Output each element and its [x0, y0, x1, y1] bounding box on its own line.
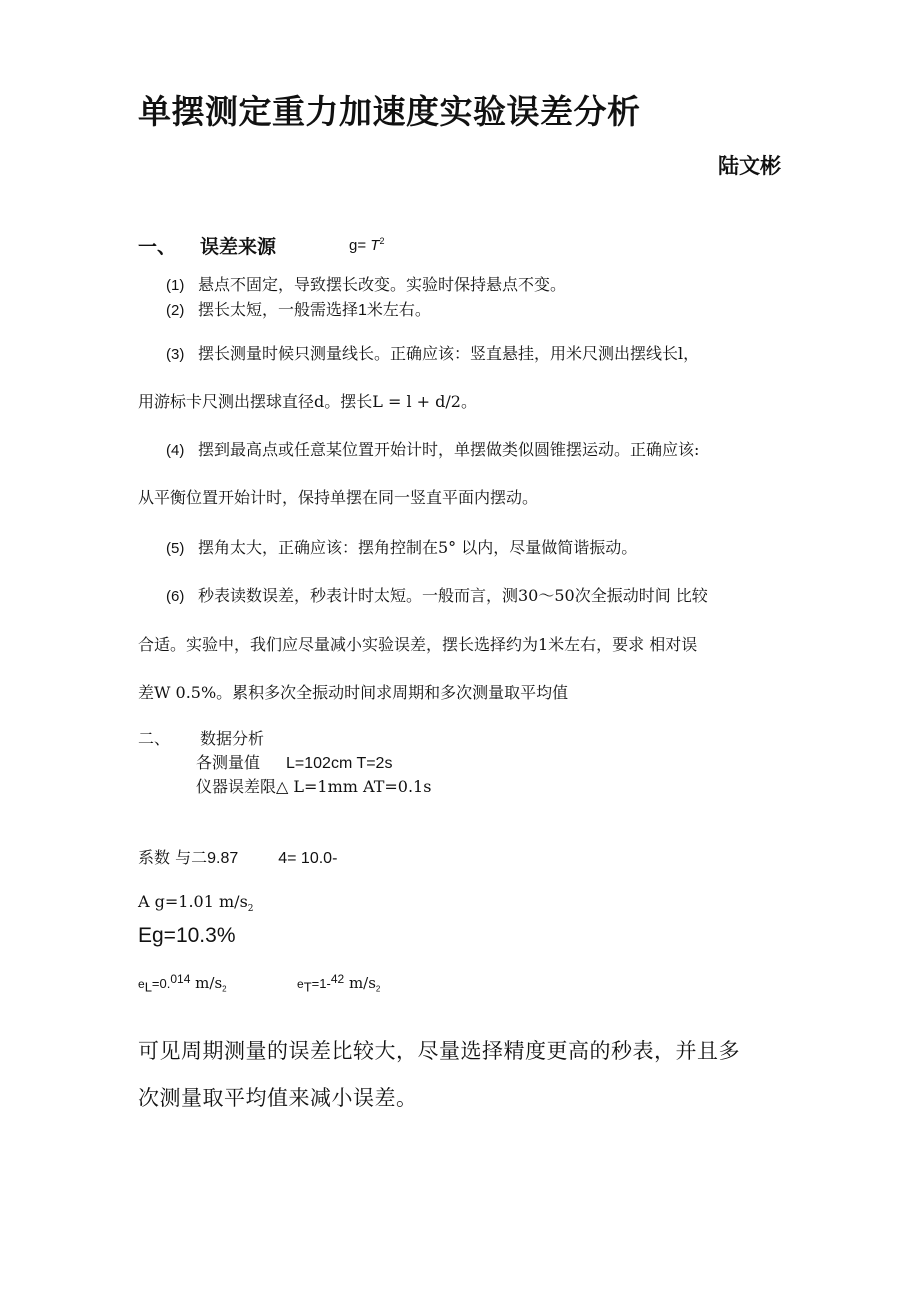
eT-value-b: 42 — [330, 972, 345, 986]
coefficient-value: 9.87 — [207, 850, 239, 867]
formula-prefix: g= — [349, 237, 367, 254]
section2-title: 数据分析 — [200, 729, 265, 748]
document-title: 单摆测定重力加速度实验误差分析 — [138, 92, 641, 131]
eL-value-dot: . — [166, 976, 171, 991]
section2-number: 二、 — [138, 729, 171, 748]
relative-error-g: Eg=10.3% — [138, 924, 236, 947]
list-item — [166, 297, 431, 320]
conclusion-line-1: 可见周期测量的误差比较大，尽量选择精度更高的秒表，并且多 — [138, 1039, 740, 1063]
instrument-error-line: 仪器误差限△ L=1mm AT=0.1s — [196, 777, 432, 796]
item-continuation: 用游标卡尺测出摆球直径d。摆长L = l + d/2。 — [138, 392, 477, 411]
eT-value-a: =1 — [311, 976, 327, 991]
item-continuation: 差W 0.5%。累积多次全振动时间求周期和多次测量取平均值 — [138, 683, 569, 702]
eL-subscript: L — [144, 979, 152, 995]
list-item — [166, 535, 637, 558]
item-number: (5) — [166, 540, 185, 557]
eL-value-a: =0 — [151, 976, 167, 991]
conclusion-line-2: 次测量取平均值来减小误差。 — [138, 1086, 418, 1110]
item-text-number: 1 — [358, 302, 367, 319]
item-number: (1) — [166, 277, 185, 294]
eL-unit: m/s — [190, 974, 223, 992]
formula-period: T — [370, 237, 380, 254]
eT-value-dash: - — [326, 976, 331, 991]
item-continuation: 合适。实验中，我们应尽量减小实验误差，摆长选择约为1米左右，要求 相对误 — [138, 635, 698, 654]
eT-unit-exponent: 2 — [375, 984, 381, 994]
coefficient-label: 系数 与二 — [138, 848, 208, 867]
item-number: (3) — [166, 346, 185, 363]
error-eL — [138, 972, 227, 994]
eL-unit-exponent: 2 — [222, 984, 227, 994]
item-text: 米左右。 — [366, 300, 431, 319]
item-continuation: 从平衡位置开始计时，保持单摆在同一竖直平面内摆动。 — [138, 488, 539, 507]
item-number: (2) — [166, 302, 185, 319]
coefficient-value-2: 4= 10.0- — [278, 850, 338, 867]
delta-g-line — [138, 892, 254, 914]
list-item — [166, 583, 708, 606]
measurement-label: 各测量值 — [196, 753, 261, 772]
list-item — [166, 272, 566, 295]
item-number: (4) — [166, 442, 185, 459]
eT-unit: m/s — [344, 974, 376, 992]
delta-g-exponent: 2 — [247, 904, 254, 915]
pendulum-formula — [349, 236, 384, 254]
eL-e: e — [138, 977, 145, 991]
delta-g-text: A g=1.01 m/s — [138, 892, 248, 911]
coefficient-line — [138, 845, 337, 868]
item-text: 秒表读数误差，秒表计时太短。一般而言，测30〜50次全振动时间 比较 — [198, 586, 708, 605]
section1-title: 误差来源 — [200, 236, 277, 258]
item-text: 悬点不固定，导致摆长改变。实验时保持悬点不变。 — [198, 275, 567, 294]
author-name: 陆文彬 — [718, 154, 781, 178]
section1-number: 一、 — [138, 236, 177, 258]
formula-exponent: 2 — [379, 236, 385, 246]
item-text: 摆长太短，一般需选择 — [198, 300, 359, 319]
eT-subscript: T — [303, 979, 312, 995]
list-item — [166, 437, 699, 460]
item-number: (6) — [166, 588, 185, 605]
list-item — [166, 341, 699, 364]
item-text: 摆长测量时候只测量线长。正确应该：竖直悬挂，用米尺测出摆线长l， — [198, 344, 700, 363]
item-text: 摆到最高点或任意某位置开始计时，单摆做类似圆锥摆运动。正确应该: — [198, 440, 700, 459]
error-eT — [297, 972, 380, 994]
measurement-value: L=102cm T=2s — [286, 755, 393, 772]
measurement-line — [196, 750, 392, 773]
eT-e: e — [297, 977, 304, 991]
eL-value-b: 014 — [170, 972, 191, 986]
item-text: 摆角太大，正确应该：摆角控制在5° 以内，尽量做简谐振动。 — [198, 538, 638, 557]
